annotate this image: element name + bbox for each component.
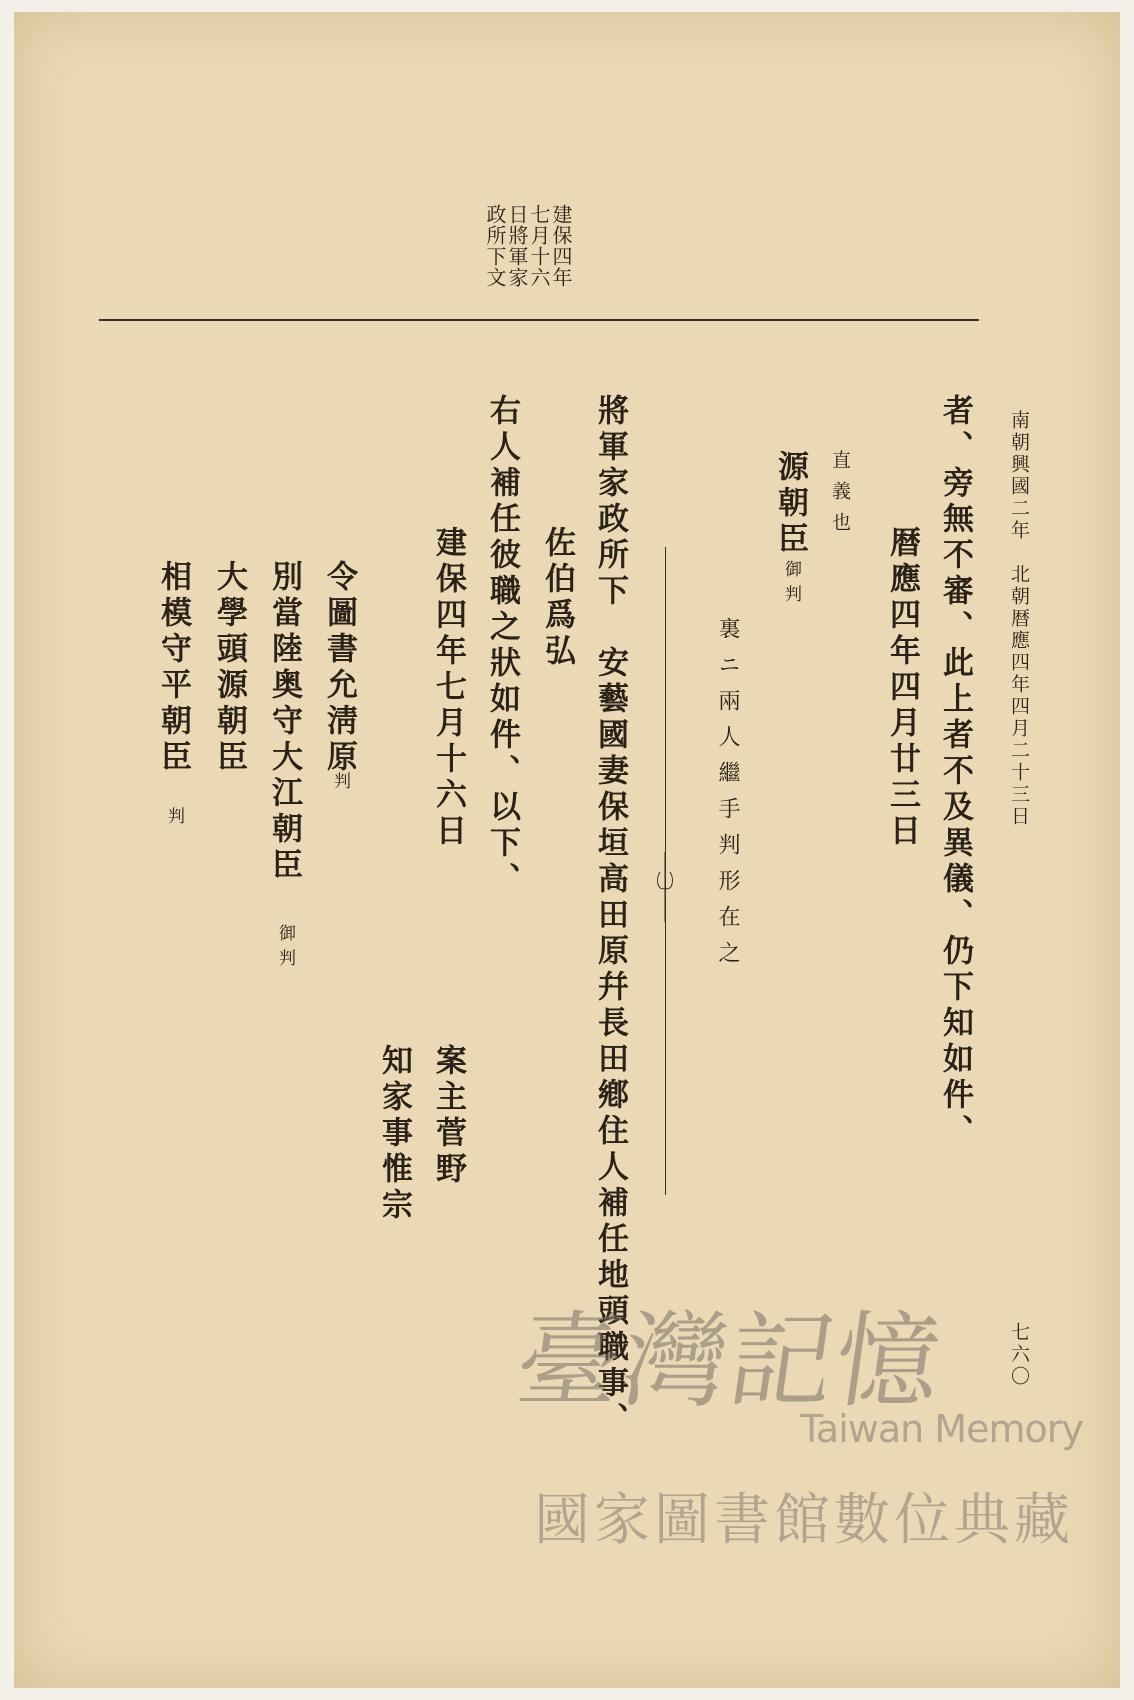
watermark-title: 臺灣記憶: [509, 1300, 951, 1422]
body-column: 大學頭源朝臣: [211, 560, 247, 776]
header-note-col: 政所下文: [483, 204, 507, 288]
body-column: 佐伯爲弘: [539, 526, 575, 670]
seam-seal-mark: [656, 852, 674, 922]
body-column-note: 直義也: [829, 450, 851, 543]
signature-note: 御判: [275, 924, 295, 974]
horizontal-rule: [99, 319, 979, 321]
header-note-col: 七月十六: [527, 204, 551, 288]
body-column: 者、旁無不審、此上者不及異儀、仍下知如件、: [937, 394, 973, 1150]
body-column: 案主菅野: [430, 1044, 466, 1188]
watermark-library: 國家圖書館數位典藏: [534, 1488, 1074, 1553]
header-note-col: 建保四年: [549, 204, 573, 288]
body-column: 右人補任彼職之狀如件、以下、: [484, 394, 520, 898]
signature-note: 御判: [781, 560, 801, 610]
body-column: 將軍家政所下 安藝國妻保垣高田原幷長田鄕住人補任地頭職事、: [592, 394, 628, 1438]
body-column-note: 裏ニ兩人繼手判形在之: [715, 617, 740, 977]
scanned-page: [14, 12, 1120, 1688]
body-column: 相模守平朝臣: [155, 560, 191, 776]
signature-note: 判: [330, 772, 350, 789]
body-column: 建保四年七月十六日: [430, 526, 466, 850]
body-column: 暦應四年四月廿三日: [884, 526, 920, 850]
signature-note: 判: [164, 807, 184, 824]
running-head: 南朝興國二年 北朝暦應四年四月二十三日: [1008, 410, 1030, 828]
body-column: 別當陸奥守大江朝臣: [266, 560, 302, 884]
watermark-english: Taiwan Memory: [800, 1407, 1083, 1451]
body-column: 源朝臣: [772, 450, 808, 558]
body-column: 知家事惟宗: [376, 1044, 412, 1224]
page-number: 七六〇: [1008, 1322, 1030, 1388]
header-note-col: 日將軍家: [505, 204, 529, 288]
body-column: 令圖書允淸原: [321, 560, 357, 776]
